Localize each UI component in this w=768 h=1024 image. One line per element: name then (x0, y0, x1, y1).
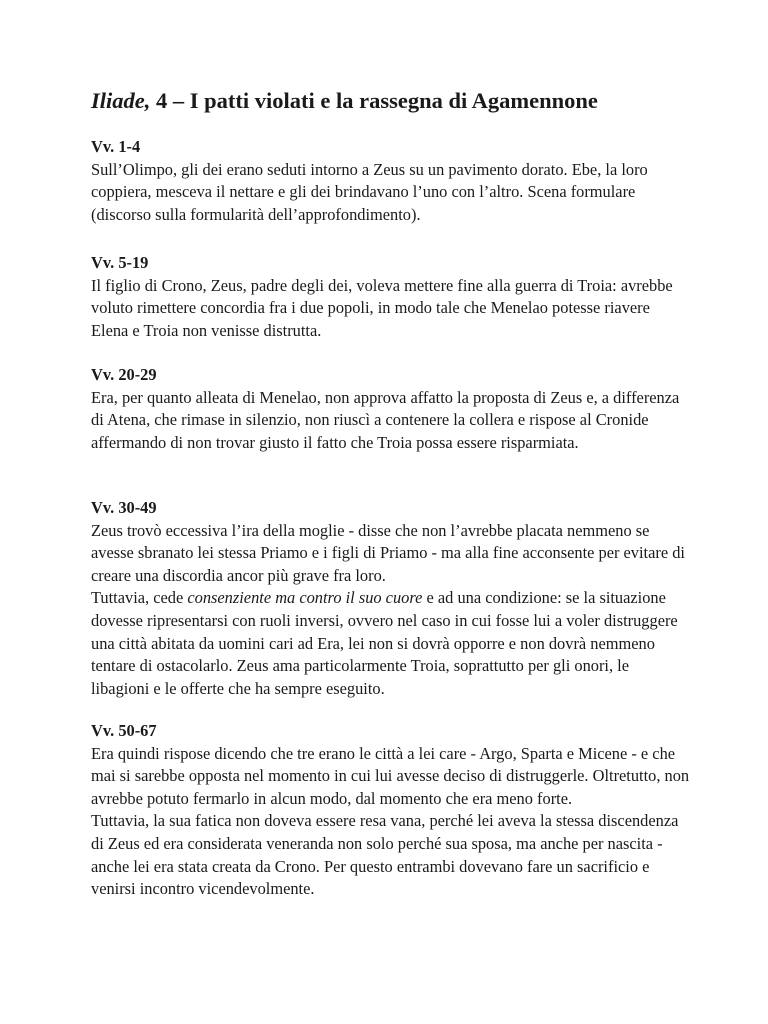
title-text: 4 – I patti violati e la rassegna di Agamennone (150, 88, 598, 113)
section-paragraph: Sull’Olimpo, gli dei erano seduti intorno a Zeus su un pavimento dorato. Ebe, la loro coppiera, mesceva il nettare e gli dei brindavano l’uno con l’altro. Scena formulare (discorso sulla formularità dell’approfondimento). (91, 159, 648, 224)
section-heading: Vv. 20-29 (91, 365, 157, 384)
section-paragraph: Tuttavia, la sua fatica non doveva essere resa vana, perché lei aveva la stessa discendenza di Zeus ed era considerata veneranda non solo perché sua sposa, ma anche per nascita - anche lei era stata creata da Crono. Per questo entrambi dovevano fare un sacrificio e venirsi incontro vicendevolmente. (91, 811, 679, 899)
section-verses-30-49 (91, 497, 691, 700)
section-paragraph: Era, per quanto alleata di Menelao, non approva affatto la proposta di Zeus e, a differenza di Atena, che rimase in silenzio, non riuscì a contenere la collera e rispose al Cronide affermando di non trovar giusto il fatto che Troia possa essere risparmiata. (91, 387, 680, 452)
section-verses-5-19 (91, 252, 691, 342)
paragraph-text-before-quote: Tuttavia, cede (91, 588, 188, 608)
paragraph-text-after-quote: e ad una condizione: se la situazione dovesse ripresentarsi con ruoli inversi, ovvero nel caso in cui fosse lui a voler distruggere una città abitata da uomini cari ad Era, lei non si dovrà opporre e non dovrà nemmeno tentare di ostacolarlo. Zeus ama particolarmente Troia, soprattutto per gli onori, le libagioni e le offerte che ha sempre eseguito. (91, 588, 678, 698)
section-verses-50-67 (91, 720, 691, 901)
quoted-italic-phrase: consenziente ma contro il suo cuore (187, 588, 423, 608)
section-paragraph-with-quote (91, 587, 691, 700)
section-paragraph: Zeus trovò eccessiva l’ira della moglie - disse che non l’avrebbe placata nemmeno se avesse sbranato lei stessa Priamo e i figli di Priamo - ma alla fine acconsente per evitare di creare una discordia ancor più grave fra loro. (91, 520, 685, 585)
title-work-name: Iliade, (91, 88, 151, 113)
section-heading: Vv. 5-19 (91, 253, 149, 272)
section-paragraph: Era quindi rispose dicendo che tre erano le città a lei care - Argo, Sparta e Micene - e che mai si sarebbe opposta nel momento in cui lui avesse deciso di distruggerle. Oltretutto, non avrebbe potuto fermarlo in alcun modo, dal momento che era meno forte. (91, 743, 690, 808)
section-heading: Vv. 1-4 (91, 137, 141, 156)
document-body (91, 86, 691, 899)
section-verses-1-4 (91, 136, 691, 226)
section-heading: Vv. 50-67 (91, 721, 157, 740)
section-verses-20-29 (91, 364, 691, 454)
section-heading: Vv. 30-49 (91, 498, 157, 517)
section-paragraph: Il figlio di Crono, Zeus, padre degli dei, voleva mettere fine alla guerra di Troia: avrebbe voluto rimettere concordia fra i due popoli, in modo tale che Menelao potesse riavere Elena e Troia non venisse distrutta. (91, 275, 673, 340)
document-title (91, 86, 691, 116)
